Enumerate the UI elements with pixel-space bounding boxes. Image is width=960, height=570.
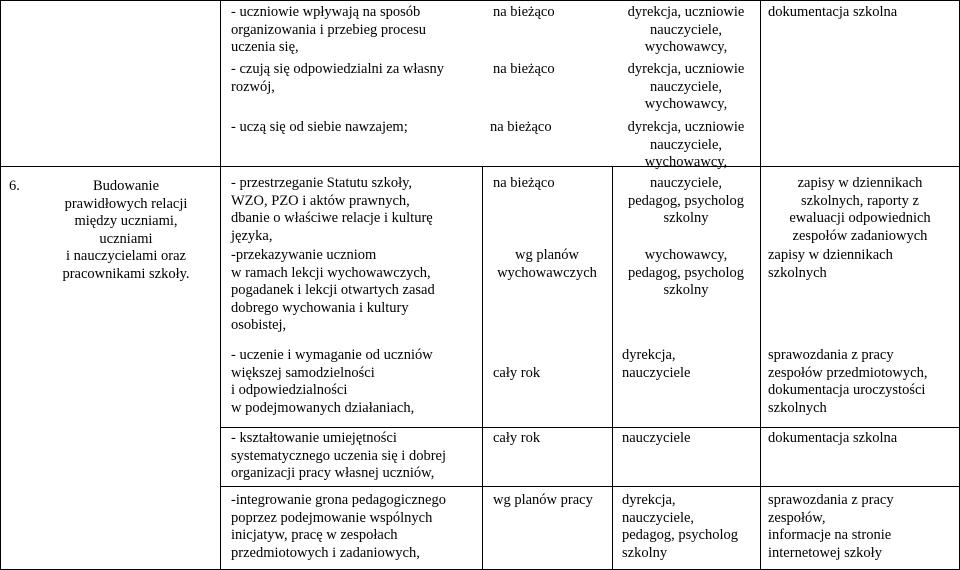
evidence-line: zapisy w dziennikach [768,247,893,263]
evidence-cell [768,430,897,448]
activities-line: uczenia się, [231,39,299,56]
section-title [40,178,212,284]
activities-cell [231,4,426,57]
responsible-cell [612,119,760,172]
section-title-line: prawidłowych relacji [64,195,188,212]
activities-line: języka, [231,227,273,244]
term-cell [490,119,552,137]
column-divider [760,0,761,570]
activities-line: -przekazywanie uczniom [231,247,377,263]
responsible-cell [612,4,760,57]
responsible-line: dyrekcja, [622,492,676,508]
section-title-line: między uczniami, [74,213,178,230]
evidence-line: dokumentacja szkolna [768,430,898,446]
activities-line: -integrowanie grona pedagogicznego [231,492,446,508]
evidence-line: zespołów, [768,509,826,526]
evidence-cell [760,175,960,245]
column-divider [220,0,221,570]
activities-cell [231,430,446,483]
responsible-line: pedagog, psycholog [622,527,738,544]
responsible-line: dyrekcja, uczniowie [627,4,745,20]
term-line: cały rok [493,365,541,381]
section-divider [0,166,960,167]
evidence-line: dokumentacja uroczystości [768,382,926,399]
evidence-line: zespołów przedmiotowych, [768,364,928,381]
activities-line: - czują się odpowiedzialni za własny [231,61,444,77]
term-cell [493,4,555,22]
table-border-left [0,0,1,570]
responsible-line: szkolny [663,282,709,299]
activities-line: osobistej, [231,317,287,334]
responsible-line: wychowawcy, [644,154,728,171]
term-line: na bieżąco [493,61,555,77]
evidence-line: dokumentacja szkolna [768,4,898,20]
evidence-line: zapisy w dziennikach [797,175,923,191]
term-line: wg planów pracy [493,492,593,508]
responsible-cell [612,175,760,228]
section-title-line: uczniami [99,230,153,247]
responsible-line: wychowawcy, [644,96,728,113]
evidence-line: sprawozdania z pracy [768,492,894,508]
activities-cell [231,347,433,417]
evidence-line: zespołów zadaniowych [792,227,928,244]
term-line: cały rok [493,430,541,446]
responsible-line: pedagog, psycholog [628,192,744,209]
activities-line: rozwój, [231,78,275,95]
activities-line: dobrego wychowania i kultury [231,299,409,316]
responsible-cell [622,430,690,448]
evidence-line: internetowej szkoły [768,544,882,561]
activities-line: systematycznego uczenia się i dobrej [231,447,447,464]
evidence-cell [768,247,893,282]
term-line: na bieżąco [493,175,555,191]
activities-cell [231,492,446,562]
row-divider [220,486,960,487]
responsible-line: nauczyciele, [622,509,695,526]
responsible-line: wychowawcy, [644,39,728,56]
activities-line: - uczenie i wymaganie od uczniów [231,347,433,363]
activities-line: - przestrzeganie Statutu szkoły, [231,175,413,191]
term-cell [482,247,612,282]
responsible-line: dyrekcja, uczniowie [627,61,745,77]
evidence-line: szkolnych, raporty z [801,192,919,209]
responsible-line: dyrekcja, [622,347,676,363]
responsible-cell [612,247,760,300]
responsible-cell [622,347,690,382]
activities-line: przedmiotowych i zadaniowych, [231,544,420,561]
activities-cell [231,175,433,245]
activities-line: inicjatyw, pracę w zespołach [231,527,398,544]
activities-cell [231,247,435,335]
evidence-cell [768,492,894,562]
term-cell [493,61,555,79]
row-divider [220,427,960,428]
responsible-cell [612,61,760,114]
activities-line: organizacji pracy własnej uczniów, [231,465,435,482]
activities-line: w ramach lekcji wychowawczych, [231,264,431,281]
column-divider [482,166,483,570]
responsible-cell [622,492,738,562]
evidence-line: szkolnych [768,399,827,416]
activities-line: dbanie o właściwe relacje i kulturę [231,210,433,227]
evidence-line: sprawozdania z pracy [768,347,894,363]
section-title-line: pracownikami szkoły. [62,265,190,282]
section-title-line: Budowanie [92,178,160,194]
activities-line: poprzez podejmowanie wspólnych [231,509,433,526]
activities-line: większej samodzielności [231,364,375,381]
table-border-top [0,0,960,1]
term-cell [493,365,540,383]
term-line: wg planów [514,247,580,263]
evidence-line: szkolnych [768,264,827,281]
activities-cell [231,119,408,137]
term-line: na bieżąco [490,119,552,135]
responsible-line: nauczyciele, [649,136,723,153]
activities-cell [231,61,444,96]
activities-line: i odpowiedzialności [231,382,348,399]
activities-line: - uczniowie wpływają na sposób [231,4,421,20]
responsible-line: nauczyciele [622,430,691,446]
evidence-line: ewaluacji odpowiednich [789,210,931,227]
responsible-line: szkolny [622,544,668,561]
evidence-line: informacje na stronie [768,527,892,544]
responsible-line: dyrekcja, uczniowie [627,119,745,135]
term-cell [493,492,593,510]
activities-line: WZO, PZO i aktów prawnych, [231,192,410,209]
section-title-line: i nauczycielami oraz [66,248,186,265]
activities-line: organizowania i przebieg procesu [231,21,426,38]
activities-line: - uczą się od siebie nawzajem; [231,119,408,135]
term-cell [493,175,555,193]
evidence-cell [768,347,927,417]
section-number: 6. [9,178,20,194]
term-cell [493,430,540,448]
responsible-line: nauczyciele [622,364,691,381]
responsible-line: nauczyciele, [649,78,723,95]
responsible-line: wychowawcy, [644,247,728,263]
term-line: na bieżąco [493,4,555,20]
activities-line: - kształtowanie umiejętności [231,430,397,446]
term-line: wychowawczych [497,264,597,281]
activities-line: pogadanek i lekcji otwartych zasad [231,282,435,299]
evidence-cell [768,4,897,22]
responsible-line: nauczyciele, [649,21,723,38]
responsible-line: pedagog, psycholog [628,264,744,281]
activities-line: w podejmowanych działaniach, [231,399,415,416]
responsible-line: szkolny [663,210,709,227]
responsible-line: nauczyciele, [649,175,723,191]
